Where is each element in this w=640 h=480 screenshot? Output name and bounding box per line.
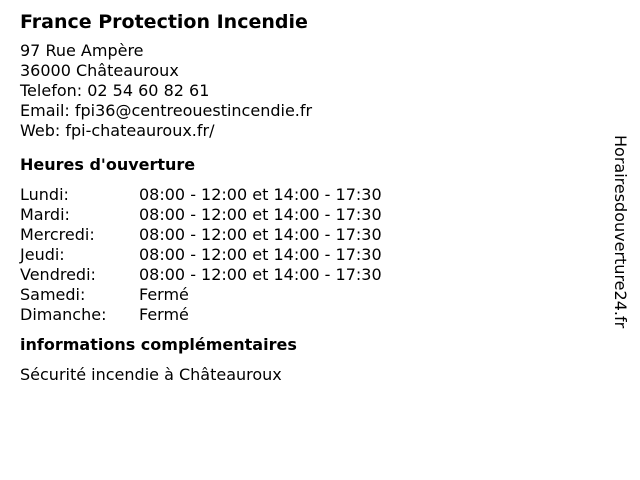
- address-block: [20, 41, 580, 141]
- day-label: Dimanche:: [20, 305, 107, 324]
- day-label: Lundi:: [20, 185, 69, 204]
- day-hours: 08:00 - 12:00 et 14:00 - 17:30: [139, 205, 382, 224]
- hours-row: [20, 205, 382, 225]
- hours-row: [20, 225, 382, 245]
- street-address: 97 Rue Ampère: [20, 41, 144, 60]
- opening-hours-table: [20, 185, 382, 325]
- day-hours: Fermé: [139, 305, 189, 324]
- site-watermark: Horairesdouverture24.fr: [611, 135, 630, 329]
- hours-row: [20, 265, 382, 285]
- business-card: [20, 10, 580, 385]
- day-hours: 08:00 - 12:00 et 14:00 - 17:30: [139, 225, 382, 244]
- day-hours: 08:00 - 12:00 et 14:00 - 17:30: [139, 245, 382, 264]
- hours-row: [20, 245, 382, 265]
- business-name: France Protection Incendie: [20, 11, 308, 33]
- hours-row: [20, 185, 382, 205]
- hours-row: [20, 305, 382, 325]
- additional-info-text: Sécurité incendie à Châteauroux: [20, 365, 282, 384]
- opening-hours-heading: Heures d'ouverture: [20, 155, 196, 174]
- day-label: Mercredi:: [20, 225, 95, 244]
- hours-row: [20, 285, 382, 305]
- day-label: Jeudi:: [20, 245, 65, 264]
- phone-number: Telefon: 02 54 60 82 61: [20, 81, 210, 100]
- day-label: Mardi:: [20, 205, 70, 224]
- email-address: Email: fpi36@centreouestincendie.fr: [20, 101, 313, 120]
- day-hours: 08:00 - 12:00 et 14:00 - 17:30: [139, 185, 382, 204]
- day-label: Samedi:: [20, 285, 86, 304]
- day-label: Vendredi:: [20, 265, 96, 284]
- city-address: 36000 Châteauroux: [20, 61, 179, 80]
- day-hours: Fermé: [139, 285, 189, 304]
- day-hours: 08:00 - 12:00 et 14:00 - 17:30: [139, 265, 382, 284]
- website: Web: fpi-chateauroux.fr/: [20, 121, 215, 140]
- additional-info-heading: informations complémentaires: [20, 335, 297, 354]
